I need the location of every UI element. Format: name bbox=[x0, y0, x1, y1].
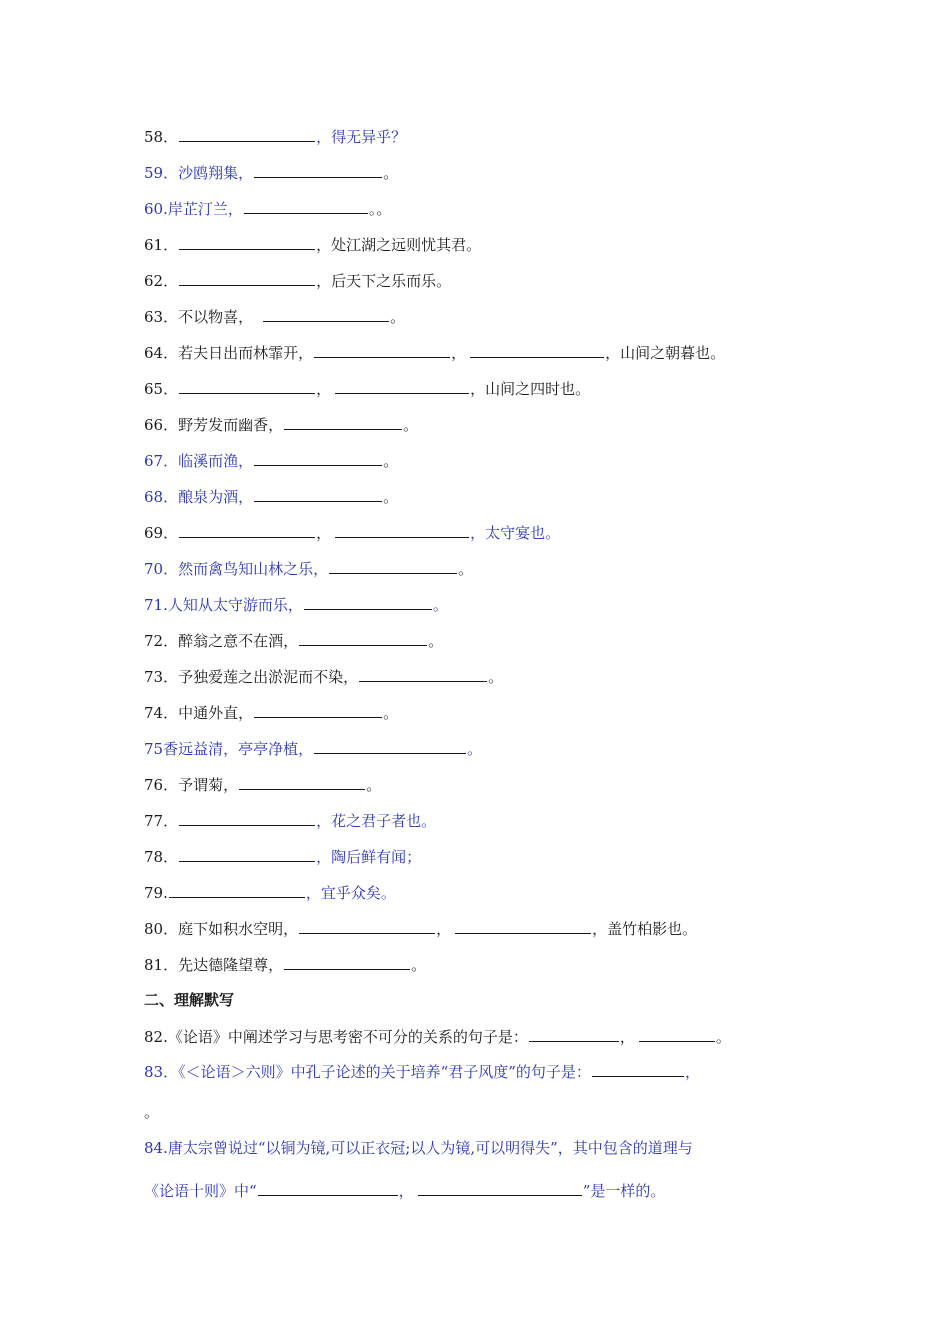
answer-blank[interactable] bbox=[263, 307, 389, 322]
item-text: 72．醉翁之意不在酒， bbox=[144, 632, 299, 650]
item-text: 84.唐太宗曾说过“以铜为镜,可以正衣冠;以人为镜,可以明得失”，其中包含的道理与 bbox=[144, 1139, 693, 1157]
answer-blank[interactable] bbox=[455, 919, 591, 934]
answer-blank[interactable] bbox=[254, 703, 382, 718]
answer-blank[interactable] bbox=[418, 1181, 582, 1196]
item-text: ，太守宴也。 bbox=[470, 524, 561, 542]
item-number: 58． bbox=[144, 128, 179, 146]
answer-blank[interactable] bbox=[639, 1027, 715, 1042]
answer-blank[interactable] bbox=[254, 487, 382, 502]
item-number: 79. bbox=[144, 884, 168, 902]
item-text: 64．若夫日出而林霏开， bbox=[144, 344, 314, 362]
item-text: ， bbox=[436, 920, 452, 938]
item-84-line1 bbox=[144, 1138, 693, 1158]
item-text: 。 bbox=[383, 488, 399, 506]
answer-blank[interactable] bbox=[592, 1062, 684, 1077]
item-text: ，得无异乎？ bbox=[316, 128, 407, 146]
item-text: 82.《论语》中阐述学习与思考密不可分的关系的句子是： bbox=[144, 1028, 528, 1046]
item-text: ，盖竹柏影也。 bbox=[592, 920, 698, 938]
item-text: 。 bbox=[488, 668, 504, 686]
answer-blank[interactable] bbox=[179, 847, 315, 862]
item-68 bbox=[144, 487, 398, 507]
item-78 bbox=[144, 847, 421, 867]
item-text: 《论语十则》中“ bbox=[144, 1182, 257, 1200]
item-83 bbox=[144, 1062, 700, 1082]
item-text: 。 bbox=[428, 632, 444, 650]
item-text: 80．庭下如积水空明， bbox=[144, 920, 299, 938]
answer-blank[interactable] bbox=[258, 1181, 398, 1196]
item-80 bbox=[144, 919, 697, 939]
item-61 bbox=[144, 235, 481, 255]
item-text: 63．不以物喜， bbox=[144, 308, 254, 326]
item-text: ，花之君子者也。 bbox=[316, 812, 437, 830]
item-text: ，后天下之乐而乐。 bbox=[316, 272, 452, 290]
item-66 bbox=[144, 415, 418, 435]
answer-blank[interactable] bbox=[169, 883, 305, 898]
item-79 bbox=[144, 883, 396, 903]
answer-blank[interactable] bbox=[179, 523, 315, 538]
item-text: 73．予独爱莲之出淤泥而不染， bbox=[144, 668, 359, 686]
item-58 bbox=[144, 127, 406, 147]
answer-blank[interactable] bbox=[244, 199, 368, 214]
answer-blank[interactable] bbox=[179, 811, 315, 826]
item-59 bbox=[144, 163, 398, 183]
item-text: 。 bbox=[432, 596, 448, 614]
item-text: ，处江湖之远则忧其君。 bbox=[316, 236, 482, 254]
item-text: 59．沙鸥翔集， bbox=[144, 164, 254, 182]
item-71 bbox=[144, 595, 448, 615]
answer-blank[interactable] bbox=[179, 235, 315, 250]
answer-blank[interactable] bbox=[335, 379, 469, 394]
item-67 bbox=[144, 451, 398, 471]
item-text: ， bbox=[316, 380, 332, 398]
answer-blank[interactable] bbox=[529, 1027, 619, 1042]
item-65 bbox=[144, 379, 590, 399]
answer-blank[interactable] bbox=[179, 271, 315, 286]
item-text: 。 bbox=[403, 416, 419, 434]
item-text: 。。 bbox=[368, 200, 392, 218]
answer-blank[interactable] bbox=[335, 523, 469, 538]
item-number: 65． bbox=[144, 380, 179, 398]
answer-blank[interactable] bbox=[314, 739, 466, 754]
item-text: 67．临溪而渔， bbox=[144, 452, 254, 470]
answer-blank[interactable] bbox=[179, 127, 315, 142]
item-72 bbox=[144, 631, 443, 651]
item-text: ， bbox=[619, 1028, 635, 1046]
item-number: 78． bbox=[144, 848, 179, 866]
item-62 bbox=[144, 271, 451, 291]
item-81 bbox=[144, 955, 426, 975]
item-73 bbox=[144, 667, 503, 687]
item-text: 81．先达德隆望尊， bbox=[144, 956, 284, 974]
item-text: 76．予谓菊， bbox=[144, 776, 239, 794]
item-text: 。 bbox=[390, 308, 406, 326]
item-74 bbox=[144, 703, 398, 723]
item-number: 77． bbox=[144, 812, 179, 830]
answer-blank[interactable] bbox=[284, 955, 410, 970]
answer-blank[interactable] bbox=[254, 163, 382, 178]
item-text: ，山间之四时也。 bbox=[470, 380, 591, 398]
item-76 bbox=[144, 775, 381, 795]
item-text: 。 bbox=[366, 776, 382, 794]
section-heading: 二、理解默写 bbox=[144, 991, 235, 1009]
item-text: 。 bbox=[715, 1028, 731, 1046]
item-70 bbox=[144, 559, 473, 579]
answer-blank[interactable] bbox=[299, 919, 435, 934]
item-63 bbox=[144, 307, 405, 327]
item-77 bbox=[144, 811, 436, 831]
answer-blank[interactable] bbox=[254, 451, 382, 466]
item-text: 。 bbox=[383, 452, 399, 470]
item-text: 70．然而禽鸟知山林之乐， bbox=[144, 560, 329, 578]
answer-blank[interactable] bbox=[299, 631, 427, 646]
item-text: 60.岸芷汀兰， bbox=[144, 200, 243, 218]
answer-blank[interactable] bbox=[239, 775, 365, 790]
item-text: ，宜乎众矣。 bbox=[305, 884, 396, 902]
item-text: 74．中通外直， bbox=[144, 704, 254, 722]
item-number: 62． bbox=[144, 272, 179, 290]
item-text: ， bbox=[398, 1182, 414, 1200]
item-text: ，陶后鲜有闻； bbox=[316, 848, 422, 866]
item-number: 61． bbox=[144, 236, 179, 254]
answer-blank[interactable] bbox=[314, 343, 450, 358]
item-82 bbox=[144, 1027, 731, 1047]
item-text: 。 bbox=[411, 956, 427, 974]
item-83-continued bbox=[144, 1102, 159, 1122]
item-text: 。 bbox=[383, 704, 399, 722]
item-84-line2 bbox=[144, 1181, 665, 1201]
item-text: 。 bbox=[458, 560, 474, 578]
answer-blank[interactable] bbox=[359, 667, 487, 682]
item-text: 83．《＜论语＞六则》中孔子论述的关于培养“君子风度”的句子是： bbox=[144, 1063, 591, 1081]
answer-blank[interactable] bbox=[470, 343, 604, 358]
answer-blank[interactable] bbox=[329, 559, 457, 574]
item-text: ， bbox=[684, 1063, 700, 1081]
item-text: ， bbox=[316, 524, 332, 542]
item-69 bbox=[144, 523, 560, 543]
answer-blank[interactable] bbox=[179, 379, 315, 394]
item-text: ”是一样的。 bbox=[582, 1182, 666, 1200]
item-text: 75香远益清，亭亭净植， bbox=[144, 740, 314, 758]
item-text: 。 bbox=[383, 164, 399, 182]
answer-blank[interactable] bbox=[284, 415, 402, 430]
item-text: ， bbox=[451, 344, 467, 362]
item-75 bbox=[144, 739, 482, 759]
answer-blank[interactable] bbox=[304, 595, 432, 610]
item-text: 71.人知从太守游而乐， bbox=[144, 596, 303, 614]
item-text: 。 bbox=[467, 740, 483, 758]
item-text: 66．野芳发而幽香， bbox=[144, 416, 284, 434]
item-text: 。 bbox=[144, 1103, 160, 1121]
item-number: 69． bbox=[144, 524, 179, 542]
item-60 bbox=[144, 199, 391, 219]
item-text: 68．酿泉为酒， bbox=[144, 488, 254, 506]
item-64 bbox=[144, 343, 725, 363]
item-text: ，山间之朝暮也。 bbox=[605, 344, 726, 362]
